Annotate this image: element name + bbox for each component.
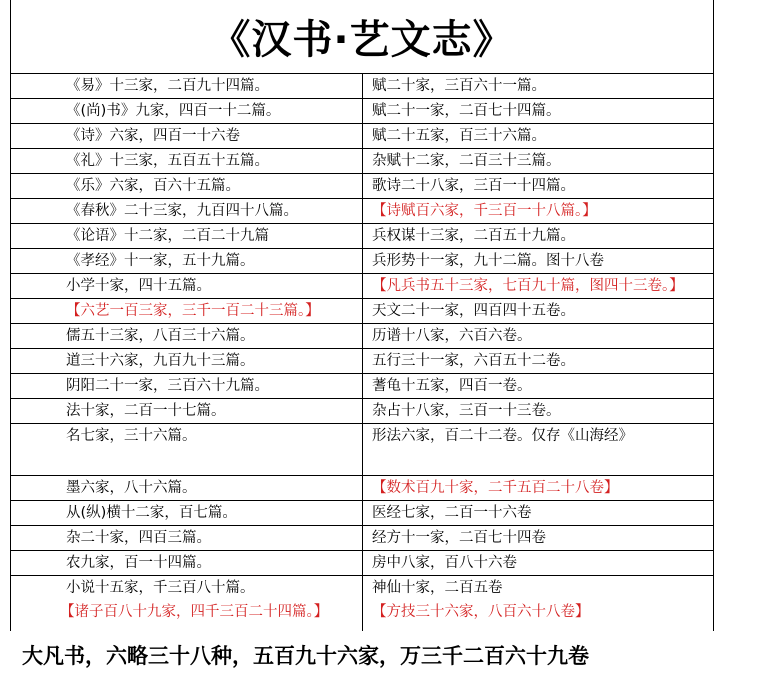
- right-cell: 房中八家，百八十六卷: [372, 555, 517, 571]
- subtotal-divination: 【数术百九十家，二千五百二十八卷】: [372, 480, 619, 496]
- left-cell: 杂二十家，四百三篇。: [66, 530, 211, 546]
- right-cell: 医经七家，二百一十六卷: [372, 505, 532, 521]
- page-title: 《汉书·艺文志》: [210, 17, 514, 63]
- right-cell: 兵权谋十三家，二百五十九篇。: [372, 228, 575, 244]
- left-cell: 小学十家，四十五篇。: [66, 278, 211, 294]
- left-cell: 《论语》十二家，二百二十九篇: [66, 228, 269, 244]
- title-row: [10, 0, 714, 74]
- right-cell: 赋二十家，三百六十一篇。: [372, 78, 546, 94]
- subtotal-military: 【凡兵书五十三家，七百九十篇，图四十三卷。】: [372, 278, 684, 294]
- left-cell: 《礼》十三家，五百五十五篇。: [66, 153, 269, 169]
- left-cell: 《春秋》二十三家，九百四十八篇。: [66, 203, 298, 219]
- left-cell: 道三十六家，九百九十三篇。: [66, 353, 255, 369]
- right-cell: 历谱十八家，六百六卷。: [372, 328, 532, 344]
- right-cell: 杂赋十二家，二百三十三篇。: [372, 153, 561, 169]
- right-cell: 蓍龟十五家，四百一卷。: [372, 378, 532, 394]
- left-cell: 农九家，百一十四篇。: [66, 555, 211, 571]
- right-cell: 兵形势十一家，九十二篇。图十八卷: [372, 253, 604, 269]
- subtotal-poetry: 【诗赋百六家，千三百一十八篇。】: [372, 203, 597, 219]
- right-cell: 杂占十八家，三百一十三卷。: [372, 403, 561, 419]
- right-cell: 赋二十五家，百三十六篇。: [372, 128, 546, 144]
- left-cell: 墨六家，八十六篇。: [66, 480, 197, 496]
- left-cell: 《乐》六家，百六十五篇。: [66, 178, 240, 194]
- left-cell: 《(尚)书》九家，四百一十二篇。: [66, 103, 281, 119]
- left-cell: 儒五十三家，八百三十六篇。: [66, 328, 255, 344]
- subtotal-six-arts: 【六艺一百三家，三千一百二十三篇。】: [66, 303, 320, 319]
- right-cell: [362, 576, 714, 630]
- grand-total: 大凡书，六略三十八种，五百九十六家，万三千二百六十九卷: [22, 644, 589, 668]
- left-cell: 《易》十三家，二百九十四篇。: [66, 78, 269, 94]
- left-cell: 法十家，二百一十七篇。: [66, 403, 226, 419]
- subtotal-philosophers: 【诸子百八十九家，四千三百二十四篇。】: [60, 604, 329, 620]
- right-cell: 形法六家，百二十二卷。仅存《山海经》: [372, 428, 633, 444]
- column-divider: [362, 74, 363, 631]
- right-cell: 歌诗二十八家，三百一十四篇。: [372, 178, 575, 194]
- right-cell: 赋二十一家，二百七十四篇。: [372, 103, 561, 119]
- row-text: 神仙十家，二百五卷: [372, 580, 503, 596]
- right-cell: 五行三十一家，六百五十二卷。: [372, 353, 575, 369]
- left-cell: 《诗》六家，四百一十六卷: [66, 128, 240, 144]
- left-cell: [10, 576, 362, 630]
- left-cell: 《孝经》十一家，五十九篇。: [66, 253, 255, 269]
- right-cell: 经方十一家，二百七十四卷: [372, 530, 546, 546]
- left-cell: 从(纵)横十二家，百七篇。: [66, 505, 237, 521]
- left-cell: 名七家，三十六篇。: [66, 428, 197, 444]
- left-cell: 阴阳二十一家，三百六十九篇。: [66, 378, 269, 394]
- right-cell: 天文二十一家，四百四十五卷。: [372, 303, 575, 319]
- subtotal-techniques: 【方技三十六家，八百六十八卷】: [372, 604, 590, 620]
- row-text: 小说十五家，千三百八十篇。: [66, 580, 255, 596]
